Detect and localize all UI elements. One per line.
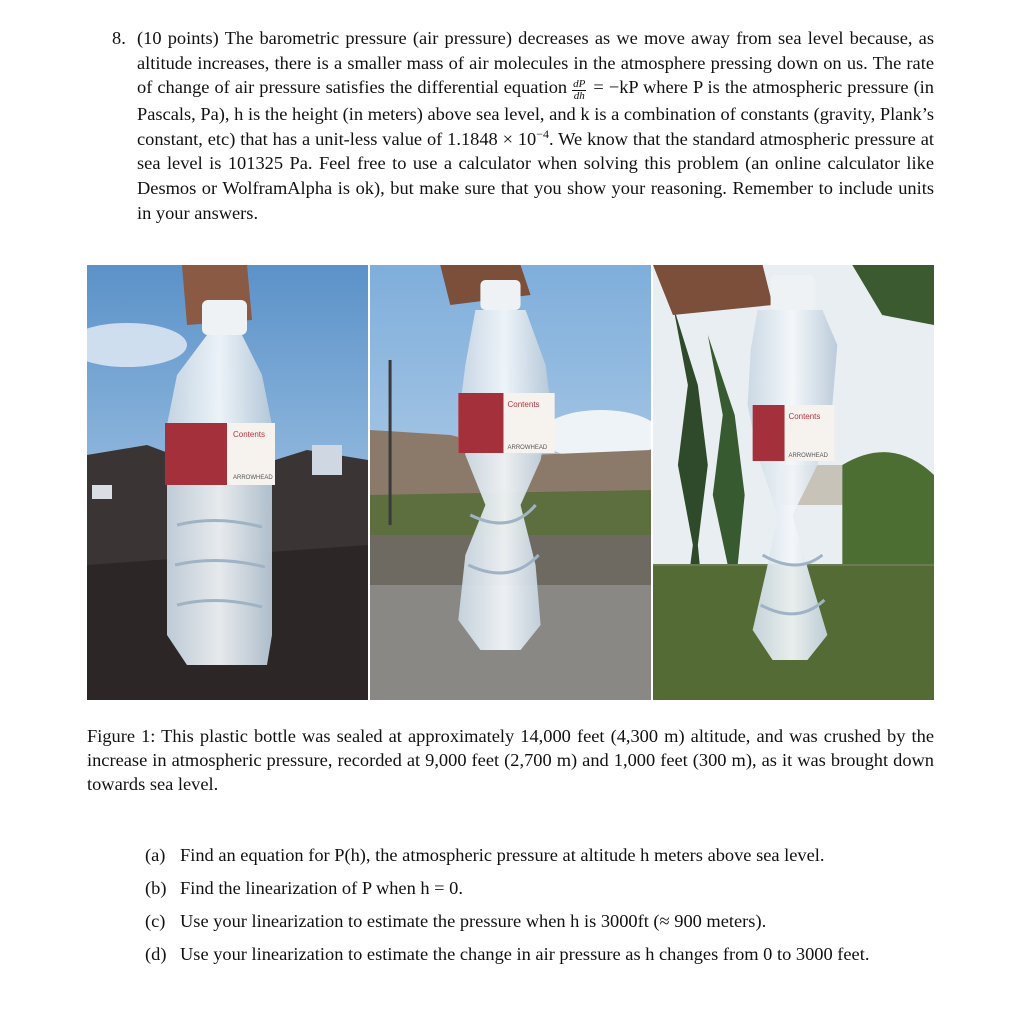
figure-photos bbox=[87, 265, 934, 700]
problem-parts bbox=[145, 843, 934, 975]
part-c bbox=[145, 909, 934, 933]
problem-body bbox=[137, 26, 934, 225]
problem-statement bbox=[112, 26, 934, 225]
problem-points: (10 points) bbox=[137, 28, 219, 48]
part-text: Find the linearization of P when h = 0. bbox=[180, 878, 463, 898]
brand-text-1: ARROWHEAD bbox=[233, 475, 273, 481]
problem-intro: The barometric pressure (air pressure) decreases as we move away from sea level because, as altitude increases, there is a smaller mass of air molecules in the atmosphere pressing down on us. The rate of change of air pressure satisfies the differential equation bbox=[137, 28, 934, 98]
fraction-numerator: dP bbox=[573, 78, 586, 91]
photo-mid-altitude bbox=[370, 265, 651, 700]
brand-text-2: ARROWHEAD bbox=[507, 445, 548, 451]
part-d bbox=[145, 942, 934, 966]
part-b bbox=[145, 876, 934, 900]
equation-rest: = −kP where P is the atmospheric pressure (in Pascals, Pa), h is the height (in meters) above sea level, and k is a combination of constants (gravity, Plank’s constant, etc) that has a unit-less value of 1.1848 × 10 bbox=[137, 77, 934, 149]
label-text-3: Contents bbox=[788, 411, 821, 422]
label-text-1: Contents bbox=[233, 430, 266, 439]
bottle-photo-1 bbox=[87, 265, 368, 700]
part-text: Use your linearization to estimate the change in air pressure as h changes from 0 to 3000 feet. bbox=[180, 944, 870, 964]
part-label: (b) bbox=[145, 878, 167, 898]
figure-caption: Figure 1: This plastic bottle was sealed at approximately 14,000 feet (4,300 m) altitude, and was crushed by the increase in atmospheric pressure, recorded at 9,000 feet (2,700 m) and 1,000 feet (300 m), as it was brought down towards sea level. bbox=[87, 726, 934, 794]
bottle-photo-2 bbox=[370, 265, 651, 700]
label-text-2: Contents bbox=[507, 400, 540, 409]
problem-tail: . We know that the standard atmospheric pressure at sea level is 101325 Pa. Feel free to use a calculator when solving this problem (an online calculator like Desmos or WolframAlpha is ok), but make sure that you show your reasoning. Remember to include units in your answers. bbox=[137, 128, 934, 223]
part-a bbox=[145, 843, 934, 867]
part-label: (d) bbox=[145, 944, 167, 964]
brand-text-3: ARROWHEAD bbox=[788, 452, 828, 460]
photo-low-altitude bbox=[653, 265, 934, 700]
fraction-denominator: dh bbox=[573, 90, 585, 103]
problem-number: 8. bbox=[112, 28, 126, 48]
part-label: (a) bbox=[145, 845, 166, 865]
photo-high-altitude bbox=[87, 265, 368, 700]
part-text: Find an equation for P(h), the atmospheric pressure at altitude h meters above sea level. bbox=[180, 845, 825, 865]
part-text: Use your linearization to estimate the pressure when h is 3000ft (≈ 900 meters). bbox=[180, 911, 767, 931]
part-label: (c) bbox=[145, 911, 166, 931]
derivative-fraction bbox=[572, 79, 586, 102]
bottle-photo-3 bbox=[653, 265, 934, 700]
exponent: −4 bbox=[536, 126, 550, 141]
